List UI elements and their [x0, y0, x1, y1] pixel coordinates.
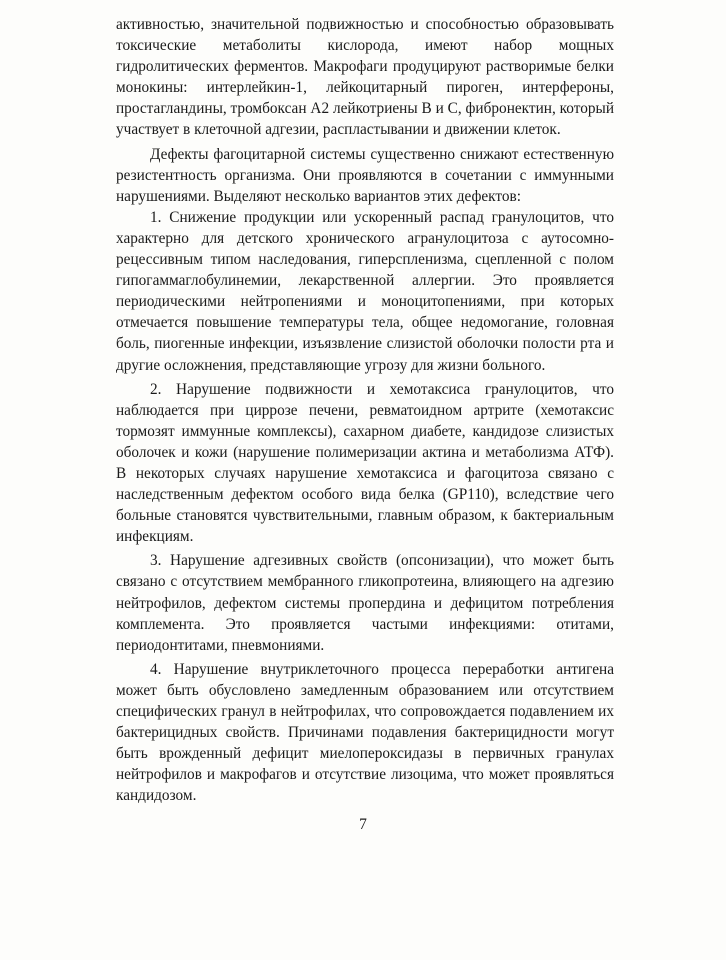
paragraph-item-3: 3. Нарушение адгезивных свойств (опсонизации), что может быть связано с отсутствием мембранного гликопротеина, влияющего на адгезию нейтрофилов, дефектом системы пропердина и дефицитом потребления комплемента. Это проявляется частыми инфекциями: отитами, периодонтитами, пневмониями.: [116, 552, 614, 654]
paragraph-item-2: 2. Нарушение подвижности и хемотаксиса гранулоцитов, что наблюдается при циррозе печени, ревматоидном артрите (хемотаксис тормозят иммунные комплексы), сахарном диабете, кандидозе слизистых оболочек и кожи (нарушение полимеризации актина и метаболизма АТФ). В некоторых случаях нарушение хемотаксиса и фагоцитоза связано с наследственным дефектом особого вида белка (GP110), вследствие чего больные становятся чувствительными, главным образом, к бактериальным инфекциям.: [116, 380, 614, 546]
page-body: [116, 14, 614, 806]
paragraph-item-4: 4. Нарушение внутриклеточного процесса переработки антигена может быть обусловлено замедленным образованием или отсутствием специфических гранул в нейтрофилах, что сопровождается подавлением их бактерицидных свойств. Причинами подавления бактерицидности могут быть врожденный дефицит миелопероксидазы в первичных гранулах нейтрофилов и макрофагов и отсутствие лизоцима, что может проявляться кандидозом.: [116, 660, 614, 805]
page-number: 7: [359, 816, 367, 833]
paragraph-phagocytic-defects: Дефекты фагоцитарной системы существенно снижают естественную резистентность организма. Они проявляются в сочетании с иммунными нарушениями. Выделяют несколько вариантов этих дефектов:: [116, 145, 614, 205]
paragraph-continuation: активностью, значительной подвижностью и способностью образовывать токсические метаболиты кислорода, имеют набор мощных гидролитических ферментов. Макрофаги продуцируют растворимые белки монокины: интерлейкин-1, лейкоцитарный пироген, интерфероны, простагландины, тромбоксан А2 лейкотриены В и С, фибронектин, который участвует в клеточной адгезии, распластывании и движении клеток.: [116, 16, 614, 139]
paragraph-item-1: 1. Снижение продукции или ускоренный распад гранулоцитов, что характерно для детского хронического агранулоцитоза с аутосомно-рецессивным типом наследования, гиперспленизма, сцепленной с полом гипогаммаглобулинемии, лекарственной аллергии. Это проявляется периодическими нейтропениями и моноцитопениями, при которых отмечается повышение температуры тела, общее недомогание, головная боль, пиогенные инфекции, изъязвление слизистой оболочки полости рта и другие осложнения, представляющие угрозу для жизни больного.: [116, 208, 614, 374]
